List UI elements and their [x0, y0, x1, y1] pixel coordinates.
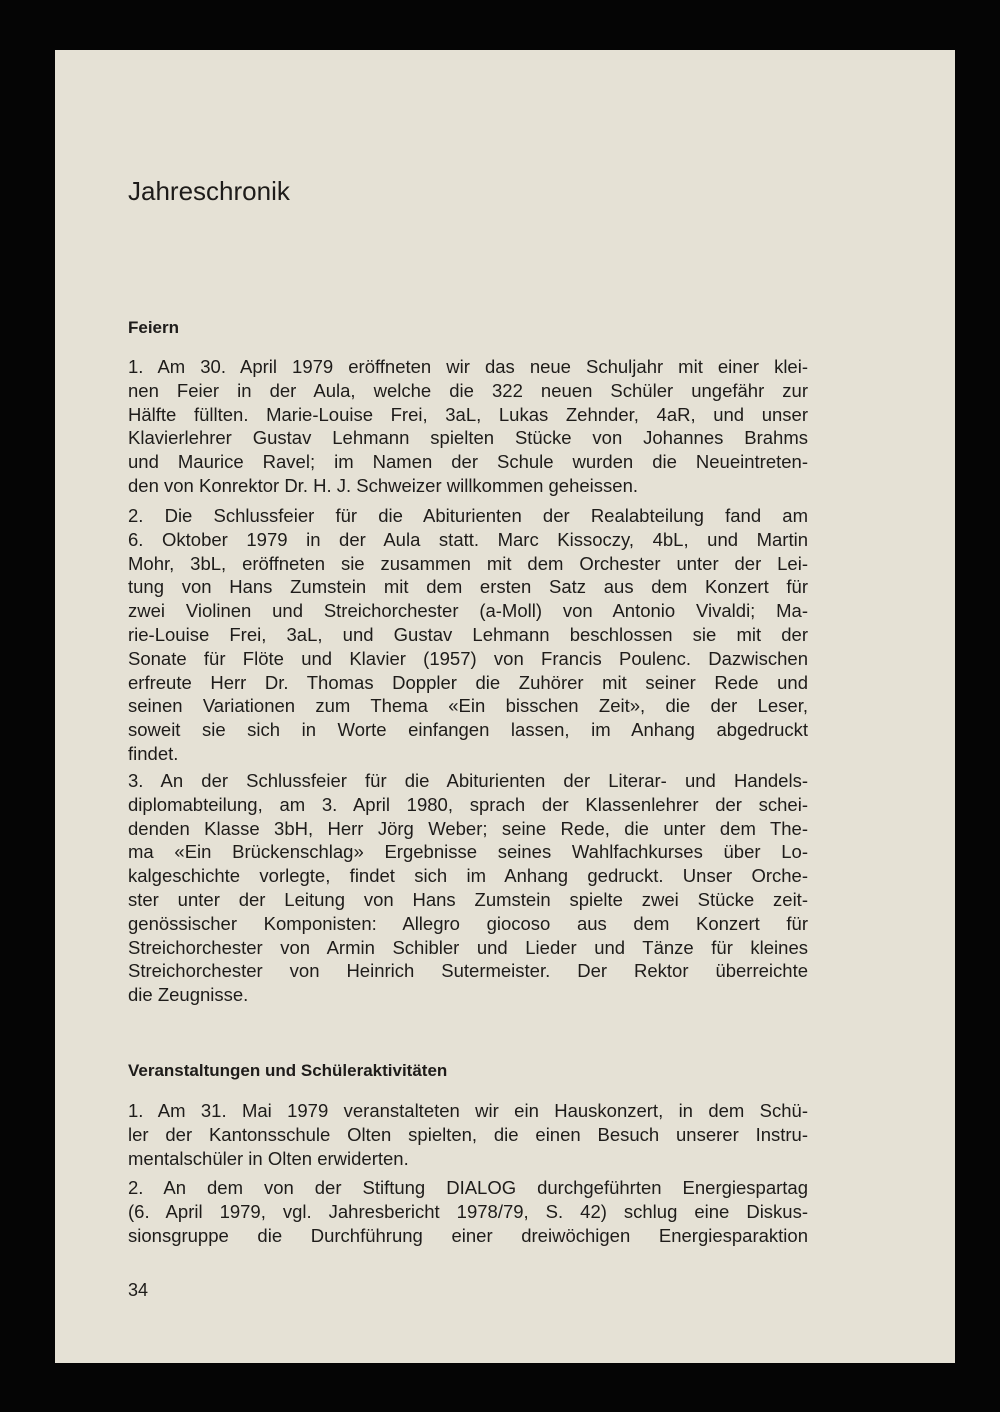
text-line: (6. April 1979, vgl. Jahresbericht 1978/79, S. 42) schlug eine Diskus-: [128, 1200, 808, 1222]
text-line: Hälfte füllten. Marie-Louise Frei, 3aL, Lukas Zehnder, 4aR, und unser: [128, 403, 808, 425]
paragraph: [128, 355, 808, 498]
text-line: sionsgruppe die Durchführung einer dreiwöchigen Energiesparaktion: [128, 1224, 808, 1246]
text-line: den von Konrektor Dr. H. J. Schweizer willkommen geheissen.: [128, 474, 638, 496]
text-line: diplomabteilung, am 3. April 1980, sprach der Klassenlehrer der schei-: [128, 793, 808, 815]
text-line: und Maurice Ravel; im Namen der Schule wurden die Neueintreten-: [128, 451, 808, 473]
text-line: erfreute Herr Dr. Thomas Doppler die Zuhörer mit seiner Rede und: [128, 671, 808, 693]
section-heading-veranstaltungen: Veranstaltungen und Schüleraktivitäten: [128, 1061, 448, 1080]
paragraph: [128, 1176, 808, 1247]
text-line: mentalschüler in Olten erwiderten.: [128, 1147, 409, 1169]
text-line: 1. Am 30. April 1979 eröffneten wir das neue Schuljahr mit einer klei-: [128, 356, 808, 377]
text-line: denden Klasse 3bH, Herr Jörg Weber; seine Rede, die unter dem The-: [128, 817, 808, 839]
text-line: Klavierlehrer Gustav Lehmann spielten Stücke von Johannes Brahms: [128, 427, 808, 449]
text-line: ma «Ein Brückenschlag» Ergebnisse seines Wahlfachkurses über Lo-: [128, 841, 808, 863]
text-line: die Zeugnisse.: [128, 984, 249, 1006]
text-line: zwei Violinen und Streichorchester (a-Moll) von Antonio Vivaldi; Ma-: [128, 600, 808, 622]
text-line: Mohr, 3bL, eröffneten sie zusammen mit dem Orchester unter der Lei-: [128, 552, 808, 574]
text-line: Sonate für Flöte und Klavier (1957) von Francis Poulenc. Dazwischen: [128, 647, 808, 669]
text-line: 2. An dem von der Stiftung DIALOG durchgeführten Energiespartag: [128, 1177, 808, 1198]
text-line: ler der Kantonsschule Olten spielten, die einen Besuch unserer Instru-: [128, 1123, 808, 1145]
text-line: 3. An der Schlussfeier für die Abiturienten der Literar- und Handels-: [128, 770, 808, 791]
text-line: soweit sie sich in Worte einfangen lassen, im Anhang abgedruckt: [128, 719, 808, 741]
paragraph: [128, 769, 808, 1007]
text-line: nen Feier in der Aula, welche die 322 neuen Schüler ungefähr zur: [128, 379, 808, 401]
text-line: rie-Louise Frei, 3aL, und Gustav Lehmann beschlossen sie mit der: [128, 623, 808, 645]
text-line: Streichorchester von Heinrich Sutermeister. Der Rektor überreichte: [128, 960, 808, 982]
page-title: Jahreschronik: [128, 176, 290, 206]
text-line: 1. Am 31. Mai 1979 veranstalteten wir ein Hauskonzert, in dem Schü-: [128, 1100, 808, 1121]
section-heading-feiern: Feiern: [128, 318, 180, 337]
text-line: tung von Hans Zumstein mit dem ersten Satz aus dem Konzert für: [128, 576, 808, 598]
paragraph: [128, 504, 808, 766]
page-number: 34: [128, 1280, 149, 1300]
paragraph: [128, 1099, 808, 1170]
text-line: findet.: [128, 742, 179, 764]
text-line: kalgeschichte vorlegte, findet sich im Anhang gedruckt. Unser Orche-: [128, 865, 808, 887]
text-line: 6. Oktober 1979 in der Aula statt. Marc Kissoczy, 4bL, und Martin: [128, 528, 808, 550]
text-line: seinen Variationen zum Thema «Ein bisschen Zeit», die der Leser,: [128, 695, 808, 717]
text-line: Streichorchester von Armin Schibler und Lieder und Tänze für kleines: [128, 936, 808, 958]
text-line: 2. Die Schlussfeier für die Abiturienten der Realabteilung fand am: [128, 505, 808, 526]
text-line: ster unter der Leitung von Hans Zumstein spielte zwei Stücke zeit-: [128, 888, 808, 910]
text-line: genössischer Komponisten: Allegro giocoso aus dem Konzert für: [128, 912, 808, 934]
